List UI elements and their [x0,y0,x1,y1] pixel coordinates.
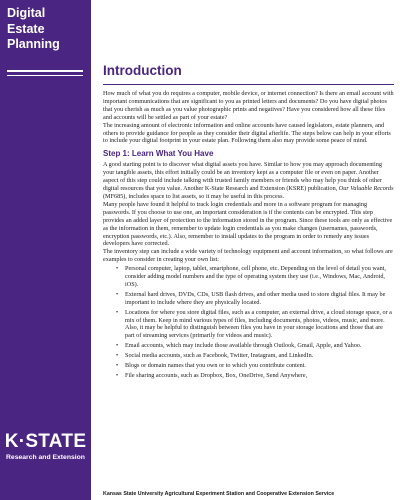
bullet-icon: • [116,342,119,350]
kstate-logo-word: K·STATE [4,431,87,452]
bullet-icon: • [116,290,119,298]
kstate-logo [0,431,91,462]
asset-list [103,265,394,380]
bullet-icon: • [116,308,119,316]
body-text: A good starting point is to discover what digital assets you have. Similar to how you may approach documenting your tangible assets, this effort initially could be an inventory kept as a computer file or even on paper. Another aspect of this step could include talking with trusted family members or friends who may help you think of other digital resources that you value. Another K-State Research and Extension (KSRE) publication, [103,161,382,193]
title-stripe-thin [7,75,83,76]
title-stripe [7,70,83,72]
list-item [116,342,394,350]
body-paragraph: The inventory step can include a wide variety of technology equipment and account information, so what follows are examples to consider in creating your own list: [103,248,393,264]
main-content [103,0,394,490]
bullet-icon: • [116,352,119,360]
publication-title-line: Digital [7,6,46,20]
heading-rule [103,84,394,85]
step-heading: Step 1: Learn What You Have [103,149,214,159]
list-item-text: External hard drives, DVDs, CDs, USB flash drives, and other media used to store digital files. It may be important to include where they are physically located. [125,290,386,306]
list-item-text: Personal computer, laptop, tablet, smartphone, cell phone, etc. Depending on the level of detail you want, consider adding model numbers and the type of operating system they use (i.e., Windows, Mac, Android, iOS). [125,265,386,288]
intro-paragraph: How much of what you do requires a computer, mobile device, or internet connection? Is there an email account with important communications that are significant to you as printed letters and documents? Do you have digital photos that you cherish as much as you value photographic prints and negatives? Have you considered how all these files and accounts will be settled as part of your estate? [103,90,394,121]
list-item-text: Social media accounts, such as Facebook, Twitter, Instagram, and LinkedIn. [125,352,314,360]
publication-title-line: Estate [7,21,45,36]
bullet-icon: • [116,362,119,370]
list-item [116,265,394,289]
list-item [116,352,394,360]
list-item-text: Locations for where you store digital files, such as a computer, an external drive, a cloud storage space, or a mix of them. Keep in mind various types of files, including documents, photos, videos, music, and more. Also, it may be helpful to distinguish between files you have in your storage locations and those that are part of streaming services (primarily for videos and music). [125,308,392,340]
bullet-icon: • [116,265,119,273]
publication-title-line: Planning [7,37,60,51]
body-paragraph: Many people have found it helpful to track login credentials and more in a software program for managing passwords. If you choose to use one, an important consideration is if the contents can be encrypted. This step provides an added layer of protection to the information stored in the program. Since these tools are only as effective as the information in them, remember to update login credentials as you make changes (usernames, passwords, encryption passwords, etc.). Also, remember to install updates to the program in order to remedy any issues developers have corrected. [103,200,393,248]
intro-paragraph: The increasing amount of electronic information and online accounts have caused legislators, estate planners, and others to provide guidance for people as they consider their digital afterlife. The steps below can help in your efforts to include your digital footprint in your estate plan. Following them also may provide some peace of mind. [103,121,391,145]
kstate-logo-subtitle: Research and Extension [6,454,85,461]
bullet-icon: • [116,372,119,379]
sidebar-band [0,0,91,500]
page-footer: Kansas State University Agricultural Experiment Station and Cooperative Extension Service [103,491,335,497]
list-item-text: Blogs or domain names that you own or to which you contribute content. [125,362,306,370]
body-text: (MF685), includes space to list assets, so it may be useful in this process. [103,192,285,200]
list-item-text: Email accounts, which may include those available through Outlook, Gmail, Apple, and Yahoo. [125,342,362,350]
list-item [116,372,394,380]
publication-name: Our Valuable Records [338,185,394,193]
list-item [116,308,394,341]
list-item [116,362,394,370]
publication-title [7,6,89,53]
body-paragraph [103,161,394,201]
list-item [116,290,394,307]
list-item-text: File sharing accounts, such as Dropbox, Box, OneDrive, Send Anywhere, [125,372,308,379]
section-heading: Introduction [103,63,182,78]
